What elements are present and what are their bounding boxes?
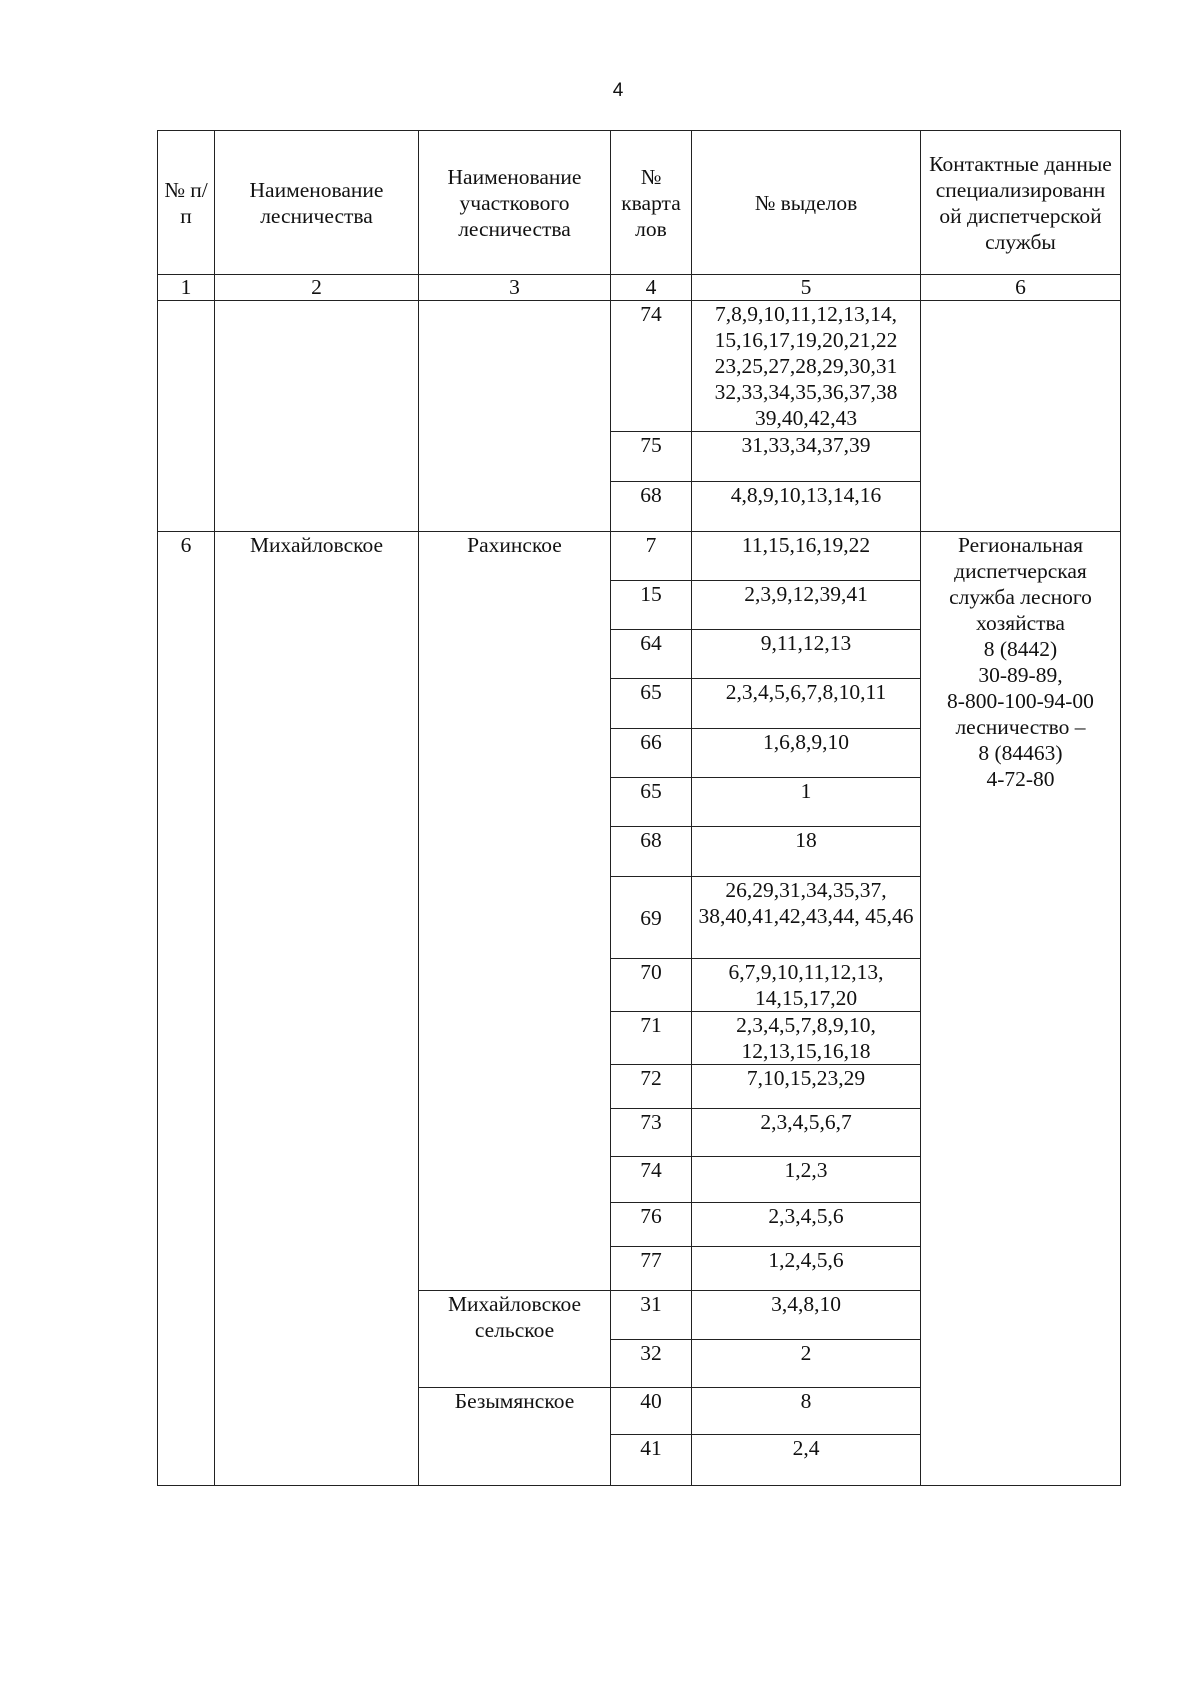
vydely-cell: 8 <box>692 1388 921 1435</box>
cont-leschnichestvo-cell <box>215 301 419 532</box>
vydely-cell: 7,8,9,10,11,12,13,14, 15,16,17,19,20,21,22 23,25,27,28,29,30,31 32,33,34,35,36,37,38 39,40,42,43 <box>692 301 921 432</box>
kvartal-cell: 7 <box>611 532 692 581</box>
kvartal-cell: 66 <box>611 729 692 778</box>
contact-line: хозяйства <box>976 611 1065 635</box>
vydely-cell: 2,3,4,5,6,7 <box>692 1109 921 1157</box>
kvartal-cell: 76 <box>611 1203 692 1247</box>
header-uchastkovoe: Наименование участкового лесничества <box>419 131 611 275</box>
vydely-cell: 2,3,9,12,39,41 <box>692 581 921 630</box>
leschnichestvo-cell: Михайловское <box>215 532 419 1486</box>
kvartal-cell: 65 <box>611 778 692 827</box>
column-number: 1 <box>158 275 215 301</box>
column-number: 5 <box>692 275 921 301</box>
vydely-cell: 31,33,34,37,39 <box>692 432 921 482</box>
kvartal-cell: 68 <box>611 827 692 877</box>
column-number-row <box>158 275 1121 301</box>
contact-line: 30-89-89, <box>978 663 1063 687</box>
contact-cell <box>921 532 1121 1486</box>
kvartal-cell: 70 <box>611 959 692 1012</box>
header-row <box>158 131 1121 275</box>
vydely-cell: 6,7,9,10,11,12,13, 14,15,17,20 <box>692 959 921 1012</box>
kvartal-cell: 15 <box>611 581 692 630</box>
contact-line: лесничество – <box>955 715 1086 739</box>
vydely-cell: 2,3,4,5,6,7,8,10,11 <box>692 679 921 729</box>
vydely-cell: 1,2,3 <box>692 1157 921 1203</box>
table-row <box>158 301 1121 432</box>
cont-num-cell <box>158 301 215 532</box>
contact-line: 8 (8442) <box>983 637 1058 661</box>
vydely-cell: 9,11,12,13 <box>692 630 921 679</box>
column-number: 3 <box>419 275 611 301</box>
vydely-cell: 18 <box>692 827 921 877</box>
vydely-cell: 3,4,8,10 <box>692 1291 921 1340</box>
vydely-cell: 1 <box>692 778 921 827</box>
kvartal-cell: 72 <box>611 1065 692 1109</box>
header-contacts: Контактные данные специализированн ой диспетчерской службы <box>921 131 1121 275</box>
uchastkovoe-cell: Рахинское <box>419 532 611 1291</box>
kvartal-cell: 73 <box>611 1109 692 1157</box>
vydely-cell: 1,2,4,5,6 <box>692 1247 921 1291</box>
kvartal-cell: 71 <box>611 1012 692 1065</box>
column-number: 4 <box>611 275 692 301</box>
vydely-cell: 2,4 <box>692 1435 921 1486</box>
vydely-cell: 1,6,8,9,10 <box>692 729 921 778</box>
kvartal-cell: 65 <box>611 679 692 729</box>
kvartal-cell: 75 <box>611 432 692 482</box>
table-row <box>158 532 1121 581</box>
vydely-cell: 11,15,16,19,22 <box>692 532 921 581</box>
kvartal-cell: 31 <box>611 1291 692 1340</box>
kvartal-cell: 64 <box>611 630 692 679</box>
cont-uchastkovoe-cell <box>419 301 611 532</box>
kvartal-cell: 68 <box>611 482 692 532</box>
contact-line: 8-800-100-94-00 <box>947 689 1094 713</box>
kvartal-cell: 40 <box>611 1388 692 1435</box>
kvartal-cell: 32 <box>611 1340 692 1388</box>
contact-line: диспетчерская <box>954 559 1087 583</box>
page-number: 4 <box>612 80 624 101</box>
vydely-cell: 2,3,4,5,6 <box>692 1203 921 1247</box>
kvartal-cell: 41 <box>611 1435 692 1486</box>
header-vydely: № выделов <box>692 131 921 275</box>
kvartal-cell: 77 <box>611 1247 692 1291</box>
forest-registry-table <box>157 130 1121 1486</box>
cont-contact-cell <box>921 301 1121 532</box>
contact-line: 4-72-80 <box>986 767 1055 791</box>
column-number: 6 <box>921 275 1121 301</box>
header-kvartal: № кварта лов <box>611 131 692 275</box>
column-number: 2 <box>215 275 419 301</box>
kvartal-cell: 74 <box>611 301 692 432</box>
vydely-cell: 26,29,31,34,35,37, 38,40,41,42,43,44, 45,46 <box>692 877 921 959</box>
uchastkovoe-cell: Безымянское <box>419 1388 611 1486</box>
contact-line: Региональная <box>957 533 1083 557</box>
contact-line: 8 (84463) <box>978 741 1063 765</box>
vydely-cell: 7,10,15,23,29 <box>692 1065 921 1109</box>
kvartal-cell: 74 <box>611 1157 692 1203</box>
header-num: № п/п <box>158 131 215 275</box>
section-num-cell: 6 <box>158 532 215 1486</box>
contact-line: служба лесного <box>949 585 1092 609</box>
header-leschnichestvo: Наименование лесничества <box>215 131 419 275</box>
vydely-cell: 4,8,9,10,13,14,16 <box>692 482 921 532</box>
vydely-cell: 2,3,4,5,7,8,9,10, 12,13,15,16,18 <box>692 1012 921 1065</box>
kvartal-cell: 69 <box>611 877 692 959</box>
uchastkovoe-cell: Михайловское сельское <box>419 1291 611 1388</box>
vydely-cell: 2 <box>692 1340 921 1388</box>
